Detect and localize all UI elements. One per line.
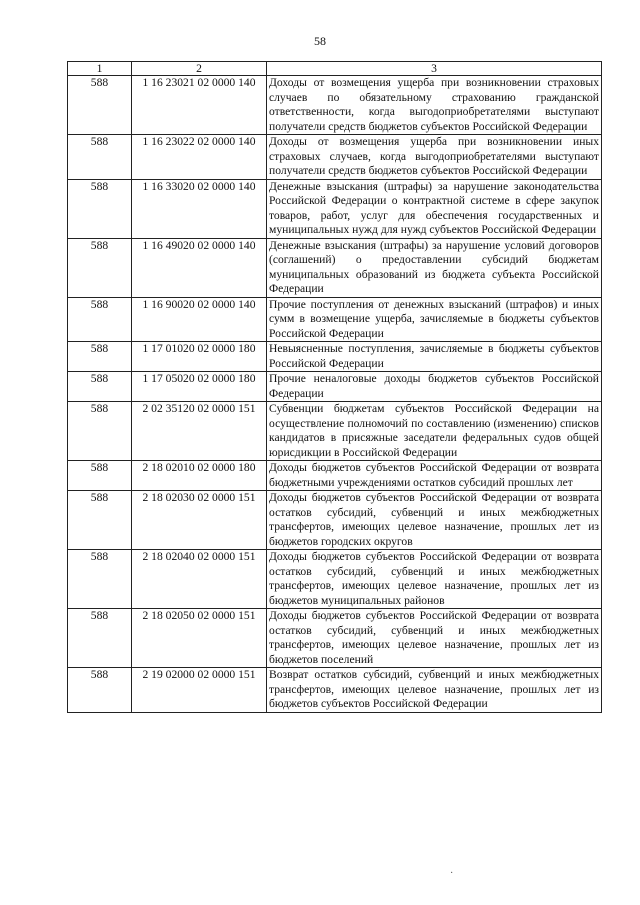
description-cell: Доходы бюджетов субъектов Российской Федерации от возврата остатков субсидий, субвенций и иных межбюджетных трансфертов, имеющих целевое назначение, прошлых лет из бюджетов городских округов	[267, 491, 602, 550]
admin-code-cell: 588	[68, 609, 132, 668]
admin-code-cell: 588	[68, 342, 132, 372]
table-row	[68, 609, 602, 668]
table-row	[68, 76, 602, 135]
revenue-code-cell: 1 16 90020 02 0000 140	[132, 297, 267, 342]
description-cell: Невыясненные поступления, зачисляемые в бюджеты субъектов Российской Федерации	[267, 342, 602, 372]
admin-code-cell: 588	[68, 491, 132, 550]
scan-mark: ·	[450, 868, 454, 879]
description-cell: Субвенции бюджетам субъектов Российской Федерации на осуществление полномочий по составлению (изменению) списков кандидатов в присяжные заседатели федеральных судов общей юрисдикции в Российской Федерации	[267, 402, 602, 461]
admin-code-cell: 588	[68, 76, 132, 135]
table-row	[68, 550, 602, 609]
table-row	[68, 491, 602, 550]
column-header-3: 3	[267, 62, 602, 76]
revenue-code-cell: 2 18 02030 02 0000 151	[132, 491, 267, 550]
admin-code-cell: 588	[68, 135, 132, 180]
admin-code-cell: 588	[68, 668, 132, 713]
column-header-1: 1	[68, 62, 132, 76]
revenue-codes-table	[67, 61, 602, 713]
admin-code-cell: 588	[68, 179, 132, 238]
column-header-2: 2	[132, 62, 267, 76]
revenue-code-cell: 2 19 02000 02 0000 151	[132, 668, 267, 713]
admin-code-cell: 588	[68, 402, 132, 461]
table-row	[68, 297, 602, 342]
description-cell: Доходы бюджетов субъектов Российской Федерации от возврата остатков субсидий, субвенций и иных межбюджетных трансфертов, имеющих целевое назначение, прошлых лет из бюджетов поселений	[267, 609, 602, 668]
table-row	[68, 668, 602, 713]
revenue-code-cell: 1 16 33020 02 0000 140	[132, 179, 267, 238]
table-row	[68, 402, 602, 461]
description-cell: Прочие поступления от денежных взысканий (штрафов) и иных сумм в возмещение ущерба, зачисляемые в бюджеты субъектов Российской Федерации	[267, 297, 602, 342]
description-cell: Доходы от возмещения ущерба при возникновении страховых случаев по обязательному страхованию гражданской ответственности, когда выгодоприобретателями выступают получатели средств бюджетов субъектов Российской Федерации	[267, 76, 602, 135]
page-number: 58	[314, 34, 326, 48]
revenue-code-cell: 2 18 02050 02 0000 151	[132, 609, 267, 668]
description-cell: Денежные взыскания (штрафы) за нарушение законодательства Российской Федерации о контрактной системе в сфере закупок товаров, работ, услуг для обеспечения государственных и муниципальных нужд для нужд субъектов Российской Федерации	[267, 179, 602, 238]
revenue-code-cell: 2 18 02010 02 0000 180	[132, 461, 267, 491]
revenue-code-cell: 1 16 23022 02 0000 140	[132, 135, 267, 180]
revenue-code-cell: 1 17 01020 02 0000 180	[132, 342, 267, 372]
table-row	[68, 461, 602, 491]
description-cell: Возврат остатков субсидий, субвенций и иных межбюджетных трансфертов, имеющих целевое назначение, прошлых лет из бюджетов субъектов Российской Федерации	[267, 668, 602, 713]
admin-code-cell: 588	[68, 297, 132, 342]
admin-code-cell: 588	[68, 238, 132, 297]
table-row	[68, 179, 602, 238]
revenue-code-cell: 2 18 02040 02 0000 151	[132, 550, 267, 609]
revenue-code-cell: 1 16 23021 02 0000 140	[132, 76, 267, 135]
revenue-code-cell: 1 16 49020 02 0000 140	[132, 238, 267, 297]
table-row	[68, 372, 602, 402]
table-row	[68, 342, 602, 372]
description-cell: Доходы бюджетов субъектов Российской Федерации от возврата бюджетными учреждениями остатков субсидий прошлых лет	[267, 461, 602, 491]
table-header-row	[68, 62, 602, 76]
description-cell: Денежные взыскания (штрафы) за нарушение условий договоров (соглашений) о предоставлении субсидий бюджетам муниципальных образований из бюджета субъекта Российской Федерации	[267, 238, 602, 297]
admin-code-cell: 588	[68, 461, 132, 491]
admin-code-cell: 588	[68, 550, 132, 609]
revenue-code-cell: 1 17 05020 02 0000 180	[132, 372, 267, 402]
revenue-code-cell: 2 02 35120 02 0000 151	[132, 402, 267, 461]
table-row	[68, 135, 602, 180]
description-cell: Доходы бюджетов субъектов Российской Федерации от возврата остатков субсидий, субвенций и иных межбюджетных трансфертов, имеющих целевое назначение, прошлых лет из бюджетов муниципальных районов	[267, 550, 602, 609]
admin-code-cell: 588	[68, 372, 132, 402]
description-cell: Доходы от возмещения ущерба при возникновении иных страховых случаев, когда выгодоприобретателями выступают получатели средств бюджетов субъектов Российской Федерации	[267, 135, 602, 180]
table-row	[68, 238, 602, 297]
description-cell: Прочие неналоговые доходы бюджетов субъектов Российской Федерации	[267, 372, 602, 402]
